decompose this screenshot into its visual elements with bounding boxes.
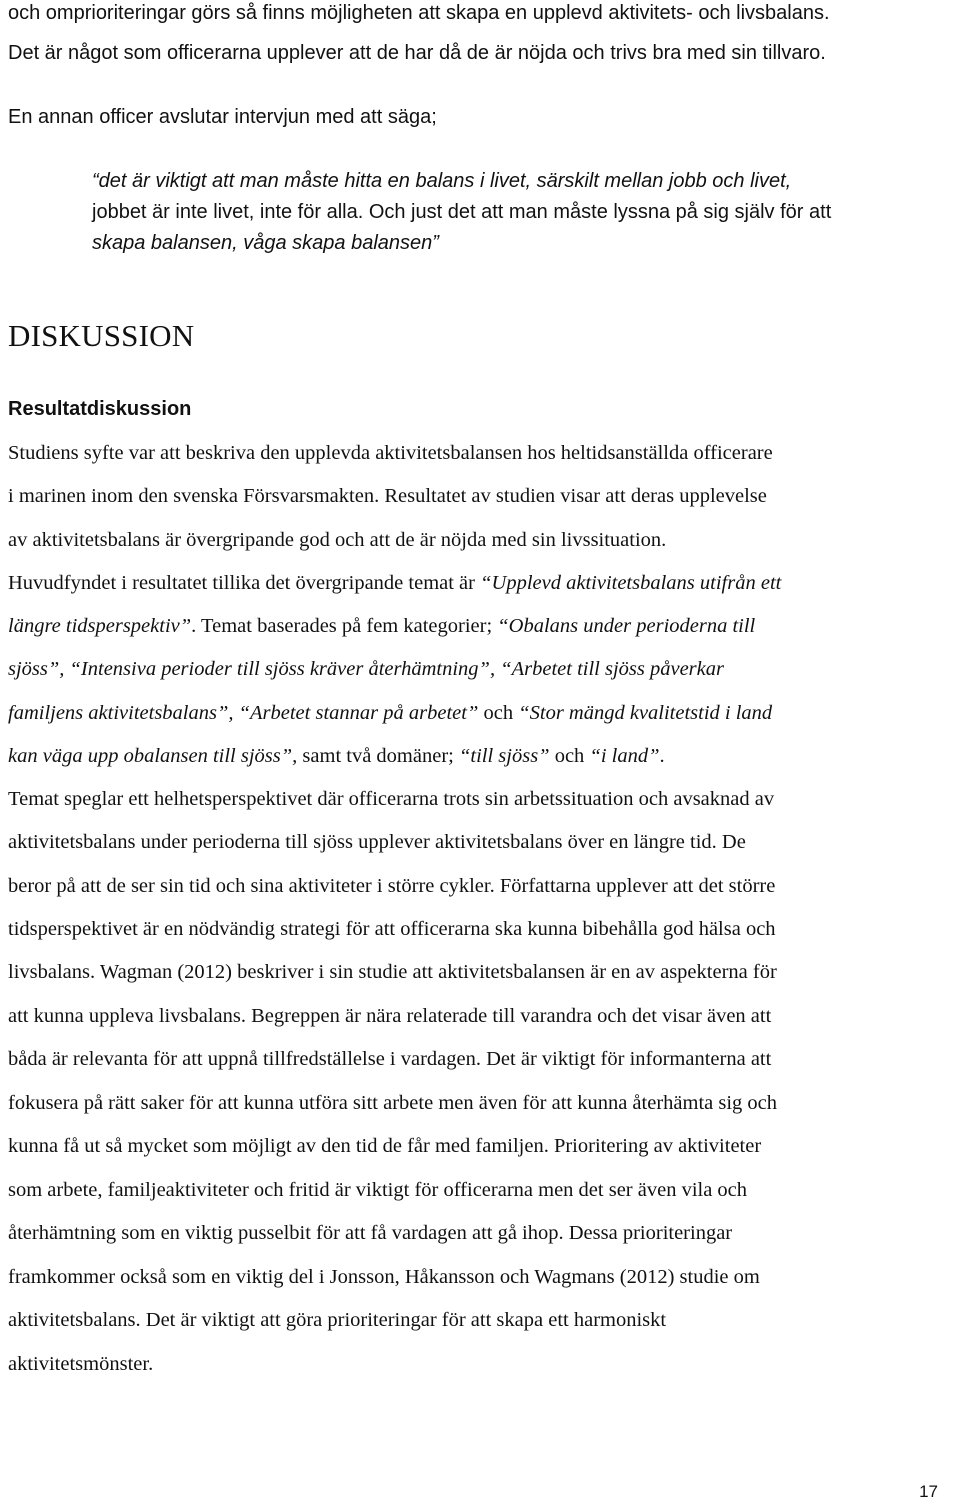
p2-line: framkommer också som en viktig del i Jonsson, Håkansson och Wagmans (2012) studie om xyxy=(8,1266,760,1288)
p2-line: båda är relevanta för att uppnå tillfredställelse i vardagen. Det är viktigt för informanterna att xyxy=(8,1048,772,1070)
p2-line: Temat speglar ett helhetsperspektivet där officerarna trots sin arbetssituation och avsaknad av xyxy=(8,788,775,810)
intro-line-1: och omprioriteringar görs så finns möjligheten att skapa en upplevd aktivitets- och livsbalans. xyxy=(8,2,830,24)
p1-category-5a: “Stor mängd kvalitetstid i land xyxy=(518,702,773,724)
p1-line-5 xyxy=(8,615,755,638)
intro-line-2: Det är något som officerarna upplever att de har då de är nöjda och trivs bra med sin tillvaro. xyxy=(8,42,826,64)
p1-line-8b: samt två domäner; xyxy=(297,745,459,767)
p2-line: tidsperspektivet är en nödvändig strategi för att officerarna ska kunna bibehålla god hälsa och xyxy=(8,918,776,940)
p1-domain-2: “i land” xyxy=(589,745,660,767)
intro-line-3: En annan officer avslutar intervjun med att säga; xyxy=(8,106,437,128)
p1-line-1: Studiens syfte var att beskriva den upplevda aktivitetsbalansen hos heltidsanställda officerare xyxy=(8,442,773,464)
p1-theme-title-a: “Upplevd aktivitetsbalans utifrån ett xyxy=(480,572,782,594)
p1-line-7b: och xyxy=(478,702,519,724)
quote-line-2 xyxy=(92,201,831,224)
quote-line-1: “det är viktigt att man måste hitta en balans i livet, särskilt mellan jobb och livet, xyxy=(92,170,792,192)
p1-line-6: sjöss”, “Intensiva perioder till sjöss kräver återhämtning”, “Arbetet till sjöss påverkar xyxy=(8,658,724,680)
p1-line-3: av aktivitetsbalans är övergripande god och att de är nöjda med sin livssituation. xyxy=(8,529,667,551)
section-heading: DISKUSSION xyxy=(8,318,195,353)
p1-line-4 xyxy=(8,572,781,595)
p2-line: beror på att de ser sin tid och sina aktiviteter i större cykler. Författarna upplever att det större xyxy=(8,875,776,897)
quote-line-3: skapa balansen, våga skapa balansen” xyxy=(92,232,439,254)
p2-line: livsbalans. Wagman (2012) beskriver i sin studie att aktivitetsbalansen är en av aspekterna för xyxy=(8,961,777,983)
p1-line-4a: Huvudfyndet i resultatet tillika det övergripande temat är xyxy=(8,572,481,594)
p2-line: att kunna uppleva livsbalans. Begreppen är nära relaterade till varandra och det visar även att xyxy=(8,1005,772,1027)
p1-category-3b: familjens aktivitetsbalans”, “Arbetet stannar på arbetet” xyxy=(8,702,479,724)
quote-line-2a: jobbet är inte livet, inte för alla. xyxy=(92,201,364,223)
p2-line: fokusera på rätt saker för att kunna utföra sitt arbete men även för att kunna återhämta sig och xyxy=(8,1092,778,1114)
quote-line-2b: Och just det att man måste lyssna på sig själv för att xyxy=(363,201,832,223)
page-number: 17 xyxy=(919,1482,938,1501)
subsection-heading: Resultatdiskussion xyxy=(8,398,192,420)
p2-line: aktivitetsbalans. Det är viktigt att göra prioriteringar för att skapa ett harmoniskt xyxy=(8,1309,667,1331)
p1-category-5b: kan väga upp obalansen till sjöss”, xyxy=(8,745,298,767)
p1-theme-title-b: längre tidsperspektiv” xyxy=(8,615,192,637)
p2-line: som arbete, familjeaktiviteter och fritid är viktigt för officerarna men det ser även vila och xyxy=(8,1179,748,1201)
p1-domain-1: “till sjöss” xyxy=(458,745,550,767)
p1-line-2: i marinen inom den svenska Försvarsmakten. Resultatet av studien visar att deras upplevelse xyxy=(8,485,767,507)
p1-line-8d: och xyxy=(549,745,590,767)
p2-line: aktivitetsmönster. xyxy=(8,1353,154,1375)
p2-line: återhämtning som en viktig pusselbit för att få vardagen att gå ihop. Dessa prioriteringar xyxy=(8,1222,733,1244)
p2-line: kunna få ut så mycket som möjligt av den tid de får med familjen. Prioritering av aktiviteter xyxy=(8,1135,762,1157)
p1-line-8f: . xyxy=(659,745,665,767)
p1-line-8 xyxy=(8,745,665,768)
p1-line-5b: . Temat baserades på fem kategorier; xyxy=(191,615,498,637)
p1-category-1a: “Obalans under perioderna till xyxy=(497,615,756,637)
p1-line-7 xyxy=(8,702,772,725)
p2-line: aktivitetsbalans under perioderna till sjöss upplever aktivitetsbalans över en längre tid. De xyxy=(8,831,746,853)
